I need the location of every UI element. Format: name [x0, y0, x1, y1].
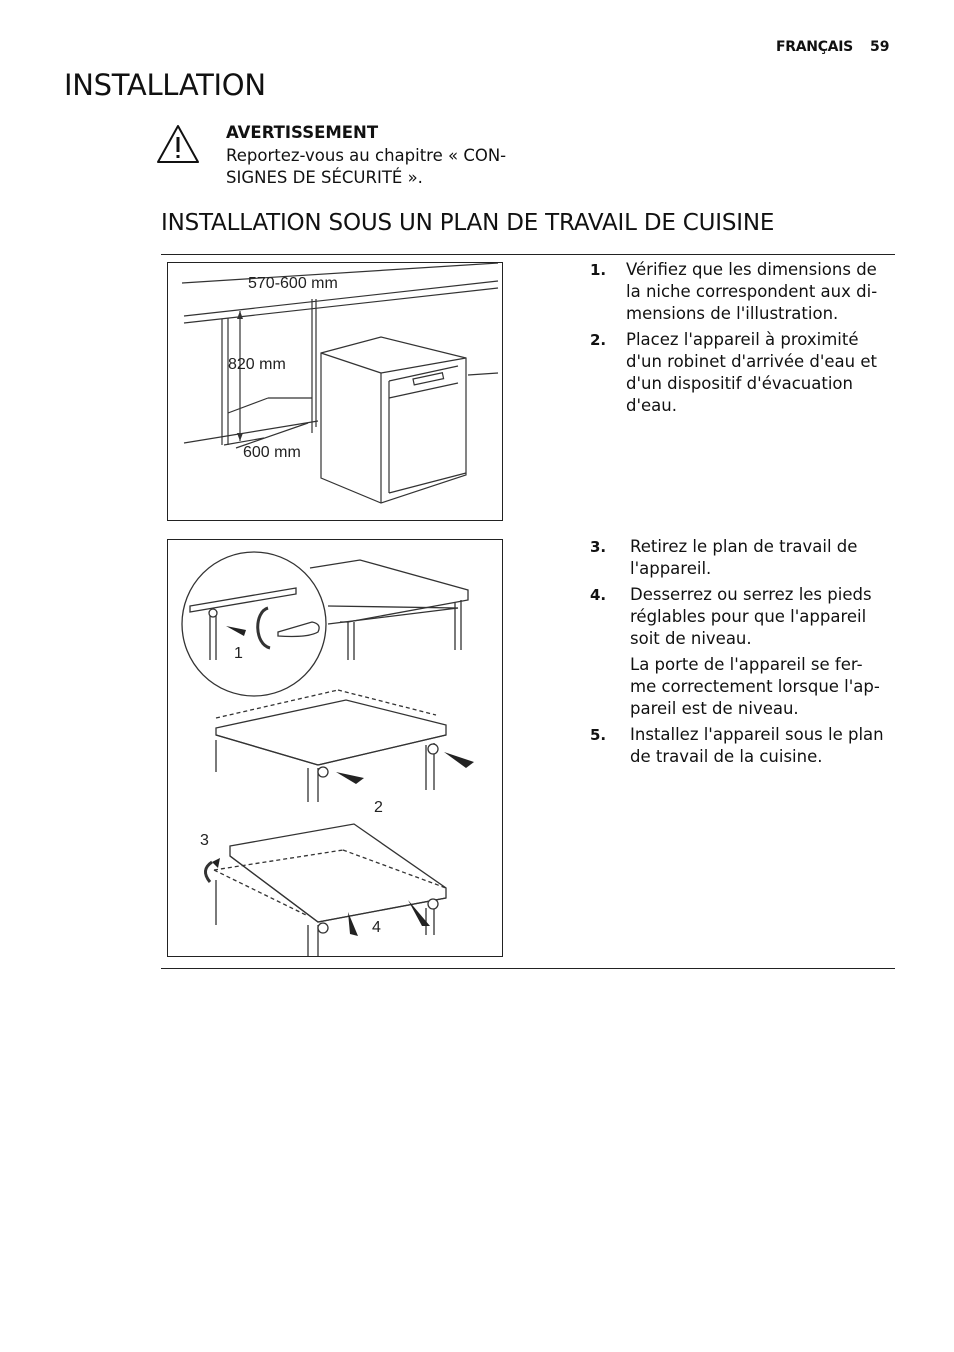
step-text: Desserrez ou serrez les pieds réglables pour que l'appareil soit de niveau.	[630, 585, 872, 648]
callout-2: 2	[374, 799, 383, 816]
step-item	[590, 329, 890, 417]
warning-triangle-icon	[156, 124, 200, 164]
steps-list-2	[590, 536, 890, 772]
section-top-rule	[161, 254, 895, 255]
leveling-illustration	[168, 540, 502, 956]
header-language: FRANÇAIS	[776, 39, 853, 55]
callout-4: 4	[372, 919, 381, 936]
step-item	[590, 584, 890, 650]
page-title: INSTALLATION	[64, 68, 266, 102]
width-dimension-label: 570-600 mm	[248, 275, 338, 292]
callout-3: 3	[200, 832, 209, 849]
step-text: Retirez le plan de travail de l'appareil.	[630, 537, 858, 578]
step-number: 5.	[590, 726, 607, 744]
step-number: 2.	[590, 331, 607, 349]
callout-1: 1	[234, 645, 243, 662]
niche-dimensions-figure	[167, 262, 503, 521]
step-item	[590, 536, 890, 580]
step-text: Vérifiez que les dimensions de la niche correspondent aux di- mensions de l'illustration.	[626, 260, 878, 323]
step-text: Placez l'appareil à proximité d'un robinet d'arrivée d'eau et d'un dispositif d'évacuation d'eau.	[626, 330, 877, 415]
warning-text: Reportez-vous au chapitre « CON- SIGNES DE SÉCURITÉ ».	[226, 146, 507, 187]
leveling-figure	[167, 539, 503, 957]
step-number: 4.	[590, 586, 607, 604]
steps-list-1	[590, 259, 890, 421]
step-text: Installez l'appareil sous le plan de travail de la cuisine.	[630, 725, 884, 766]
step-number: 1.	[590, 261, 607, 279]
page-number: 59	[870, 39, 890, 55]
warning-title: AVERTISSEMENT	[226, 123, 379, 142]
height-dimension-label: 820 mm	[228, 356, 286, 373]
niche-dimensions-illustration	[168, 263, 502, 520]
step-item	[590, 724, 890, 768]
step-note: La porte de l'appareil se fer- me correctement lorsque l'ap- pareil est de niveau.	[630, 655, 880, 718]
depth-dimension-label: 600 mm	[243, 444, 301, 461]
section-bottom-rule	[161, 968, 895, 969]
step-number: 3.	[590, 538, 607, 556]
step-item	[590, 259, 890, 325]
section-title: INSTALLATION SOUS UN PLAN DE TRAVAIL DE CUISINE	[161, 210, 775, 236]
